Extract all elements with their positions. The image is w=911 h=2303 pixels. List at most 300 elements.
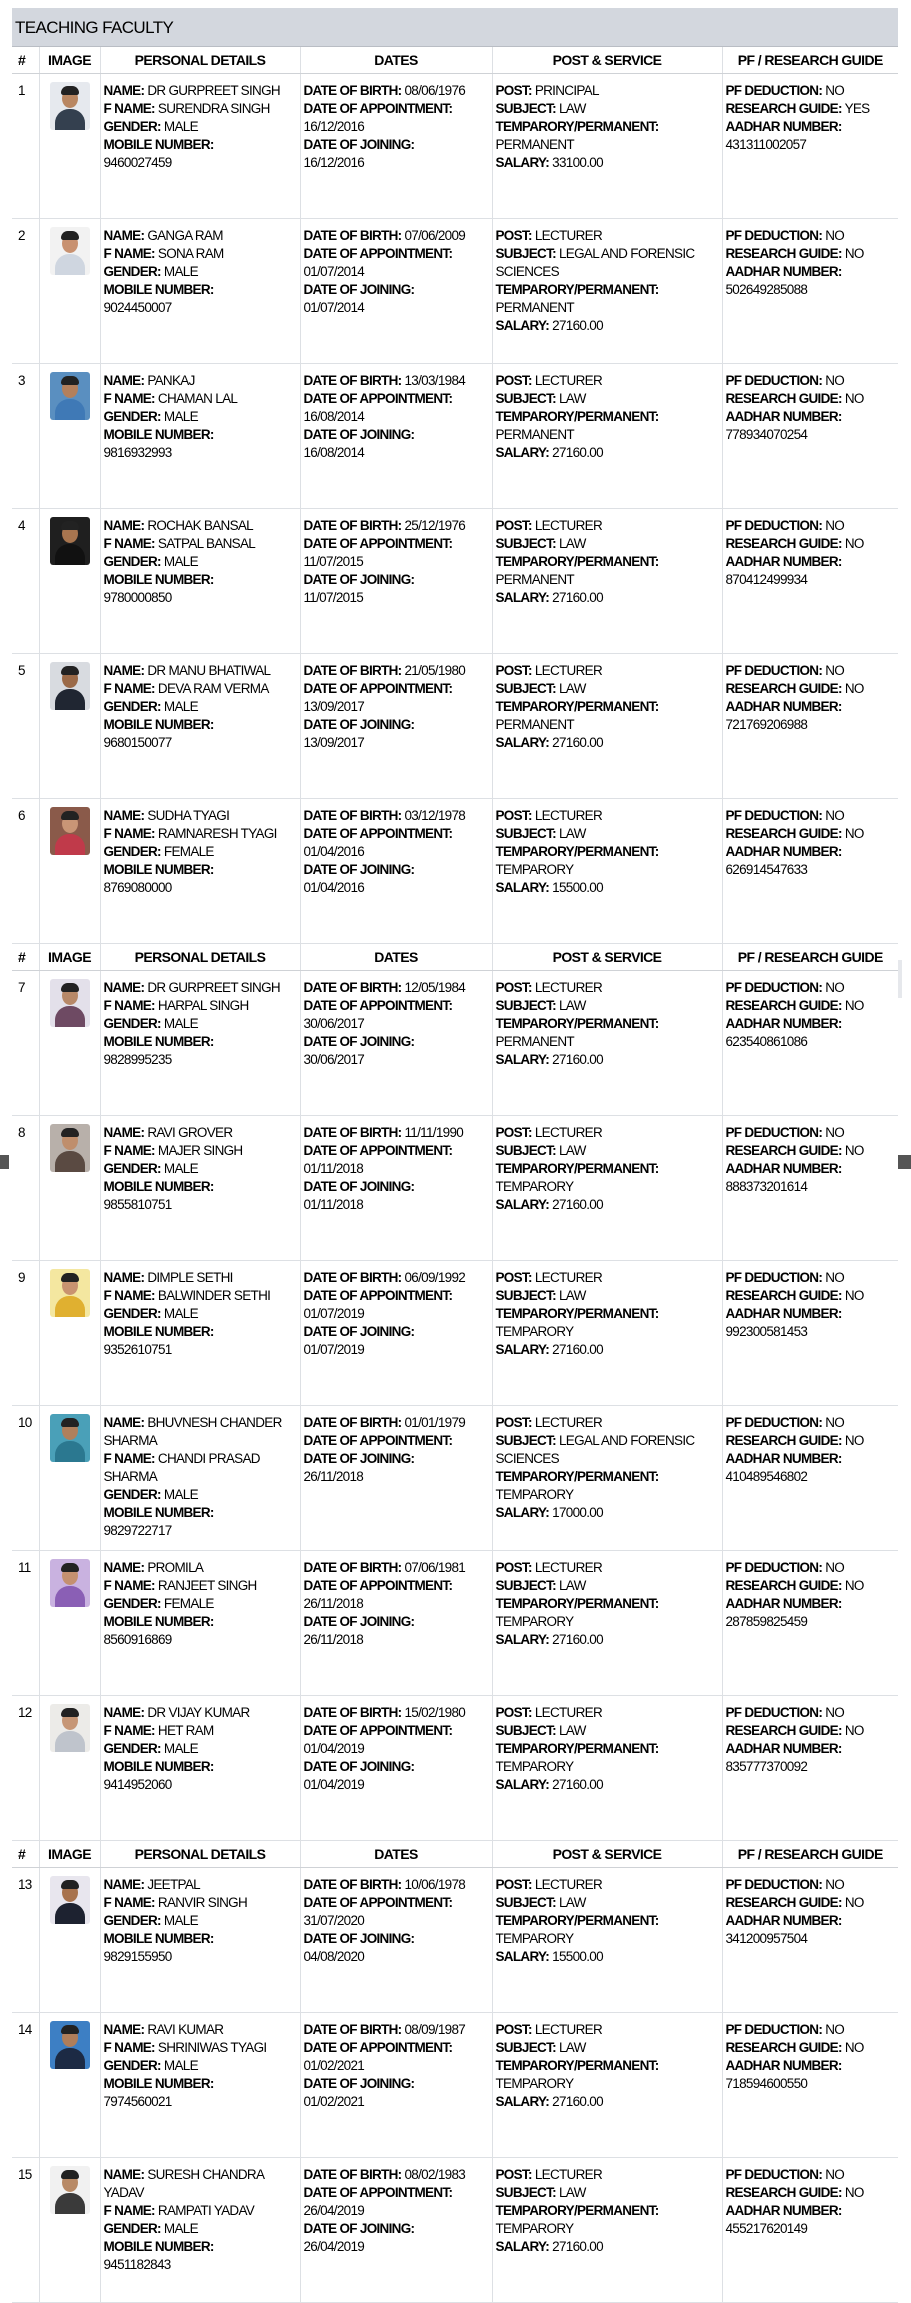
subject-label: SUBJECT: [495, 681, 556, 696]
pf-research-cell [722, 1696, 898, 1841]
research-guide-label: RESEARCH GUIDE: [725, 826, 842, 841]
image-cell [39, 1261, 100, 1406]
date-of-joining-value: 13/09/2017 [303, 735, 365, 750]
name-value: DR MANU BHATIWAL [147, 663, 271, 678]
gender-label: GENDER: [103, 1016, 161, 1031]
date-of-joining-value: 16/08/2014 [303, 445, 365, 460]
research-guide-label: RESEARCH GUIDE: [725, 1288, 842, 1303]
post-service-cell [492, 1868, 722, 2013]
date-of-birth-line [304, 979, 489, 997]
name-value: DIMPLE SETHI [147, 1270, 233, 1285]
gender-value: MALE [163, 409, 198, 424]
date-of-birth-value: 11/11/1990 [404, 1125, 464, 1140]
aadhar-value: 718594600550 [725, 2076, 808, 2091]
post-label: POST: [495, 980, 532, 995]
name-label: NAME: [103, 83, 145, 98]
subject-line [496, 535, 719, 553]
employment-type-label: TEMPARORY/PERMANENT: [495, 1161, 659, 1176]
date-of-joining-label: DATE OF JOINING: [303, 2076, 415, 2091]
employment-type-value: PERMANENT [495, 1034, 574, 1049]
post-line [496, 1704, 719, 1722]
aadhar-value: 502649285088 [725, 282, 808, 297]
gender-line [104, 1305, 297, 1323]
row-number: 15 [12, 2158, 39, 2303]
research-guide-value: NO [844, 536, 864, 551]
date-of-joining-label: DATE OF JOINING: [303, 572, 415, 587]
pf-deduction-value: NO [825, 83, 845, 98]
faculty-photo [50, 1876, 90, 1924]
post-service-cell [492, 219, 722, 364]
pf-deduction-value: NO [825, 1705, 845, 1720]
post-label: POST: [495, 1415, 532, 1430]
mobile-value: 9414952060 [103, 1777, 172, 1792]
subject-label: SUBJECT: [495, 391, 556, 406]
aadhar-value: 835777370092 [725, 1759, 808, 1774]
mobile-value: 9829155950 [103, 1949, 172, 1964]
faculty-row [12, 1868, 898, 2013]
subject-line [496, 2039, 719, 2057]
personal-details-cell [100, 219, 300, 364]
research-guide-label: RESEARCH GUIDE: [725, 246, 842, 261]
date-of-birth-line [304, 1124, 489, 1142]
subject-value: LAW [558, 998, 586, 1013]
right-edge-handle[interactable] [898, 1155, 911, 1169]
research-guide-value: NO [844, 391, 864, 406]
personal-details-cell [100, 2013, 300, 2158]
gender-label: GENDER: [103, 699, 161, 714]
name-line [104, 662, 297, 680]
name-line [104, 1414, 297, 1450]
post-service-cell [492, 971, 722, 1116]
date-of-birth-line [304, 82, 489, 100]
research-guide-label: RESEARCH GUIDE: [725, 2040, 842, 2055]
date-of-appointment-label: DATE OF APPOINTMENT: [303, 681, 453, 696]
date-of-birth-line [304, 1559, 489, 1577]
post-service-cell [492, 2158, 722, 2303]
faculty-row [12, 799, 898, 944]
research-guide-line [726, 1894, 896, 1912]
name-line [104, 2166, 297, 2202]
post-service-cell [492, 1116, 722, 1261]
pf-deduction-value: NO [825, 1877, 845, 1892]
column-header: PERSONAL DETAILS [100, 47, 300, 74]
pf-deduction-label: PF DEDUCTION: [725, 83, 823, 98]
employment-type-value: PERMANENT [495, 717, 574, 732]
name-label: NAME: [103, 1877, 145, 1892]
subject-value: LAW [558, 1288, 586, 1303]
left-edge-handle[interactable] [0, 1155, 9, 1169]
subject-line [496, 2184, 719, 2202]
date-of-birth-line [304, 807, 489, 825]
pf-research-cell [722, 2158, 898, 2303]
dates-cell [300, 2158, 492, 2303]
gender-line [104, 698, 297, 716]
gender-line [104, 1486, 297, 1504]
pf-deduction-value: NO [825, 663, 845, 678]
subject-value: LAW [558, 1895, 586, 1910]
post-label: POST: [495, 1560, 532, 1575]
gender-value: MALE [163, 1913, 198, 1928]
gender-label: GENDER: [103, 2058, 161, 2073]
employment-type-label: TEMPARORY/PERMANENT: [495, 1913, 659, 1928]
post-line [496, 979, 719, 997]
date-of-birth-value: 06/09/1992 [404, 1270, 466, 1285]
subject-label: SUBJECT: [495, 1723, 556, 1738]
date-of-joining-label: DATE OF JOINING: [303, 1931, 415, 1946]
employment-type-value: TEMPARORY [495, 862, 574, 877]
post-service-cell [492, 364, 722, 509]
father-name-value: SATPAL BANSAL [157, 536, 256, 551]
pf-deduction-label: PF DEDUCTION: [725, 1560, 823, 1575]
employment-type-label: TEMPARORY/PERMANENT: [495, 1741, 659, 1756]
salary-label: SALARY: [495, 1052, 550, 1067]
father-name-label: F NAME: [103, 998, 155, 1013]
gender-line [104, 1595, 297, 1613]
father-name-label: F NAME: [103, 2203, 155, 2218]
pf-deduction-value: NO [825, 1415, 845, 1430]
employment-type-value: TEMPARORY [495, 1759, 574, 1774]
subject-label: SUBJECT: [495, 1895, 556, 1910]
pf-deduction-line [726, 1704, 896, 1722]
salary-value: 17000.00 [552, 1505, 603, 1520]
father-name-line [104, 1894, 297, 1912]
salary-line [496, 2093, 719, 2111]
name-value: SURESH CHANDRA YADAV [103, 2167, 264, 2200]
faculty-photo [50, 82, 90, 130]
gender-label: GENDER: [103, 2221, 161, 2236]
dates-cell [300, 219, 492, 364]
aadhar-value: 992300581453 [725, 1324, 808, 1339]
aadhar-label: AADHAR NUMBER: [725, 699, 842, 714]
faculty-photo [50, 2021, 90, 2069]
father-name-value: CHANDI PRASAD SHARMA [103, 1451, 260, 1484]
date-of-joining-value: 30/06/2017 [303, 1052, 365, 1067]
subject-value: LEGAL AND FORENSIC SCIENCES [495, 246, 695, 279]
row-number: 6 [12, 799, 39, 944]
date-of-birth-line [304, 1414, 489, 1432]
date-of-joining-label: DATE OF JOINING: [303, 1179, 415, 1194]
father-name-label: F NAME: [103, 1895, 155, 1910]
post-value: LECTURER [534, 2167, 602, 2182]
mobile-value: 9024450007 [103, 300, 172, 315]
pf-research-cell [722, 799, 898, 944]
mobile-value: 7974560021 [103, 2094, 172, 2109]
row-number: 8 [12, 1116, 39, 1261]
image-cell [39, 1868, 100, 2013]
aadhar-value: 431311002057 [725, 137, 807, 152]
dates-cell [300, 74, 492, 219]
dates-cell [300, 1261, 492, 1406]
father-name-label: F NAME: [103, 2040, 155, 2055]
mobile-label: MOBILE NUMBER: [103, 572, 214, 587]
subject-label: SUBJECT: [495, 998, 556, 1013]
gender-value: MALE [163, 1741, 198, 1756]
subject-line [496, 997, 719, 1015]
dates-cell [300, 971, 492, 1116]
scroll-marker[interactable] [898, 960, 902, 998]
salary-label: SALARY: [495, 1197, 550, 1212]
mobile-value: 9780000850 [103, 590, 172, 605]
gender-value: MALE [163, 699, 198, 714]
date-of-appointment-label: DATE OF APPOINTMENT: [303, 1143, 453, 1158]
mobile-label: MOBILE NUMBER: [103, 282, 214, 297]
aadhar-label: AADHAR NUMBER: [725, 2058, 842, 2073]
gender-value: MALE [163, 2058, 198, 2073]
post-value: LECTURER [534, 373, 602, 388]
personal-details-cell [100, 364, 300, 509]
research-guide-value: NO [844, 1723, 864, 1738]
mobile-value: 8769080000 [103, 880, 172, 895]
salary-label: SALARY: [495, 155, 550, 170]
post-label: POST: [495, 1125, 532, 1140]
faculty-photo [50, 227, 90, 275]
salary-label: SALARY: [495, 1632, 550, 1647]
post-label: POST: [495, 228, 532, 243]
post-label: POST: [495, 518, 532, 533]
post-line [496, 517, 719, 535]
research-guide-value: NO [844, 1895, 864, 1910]
subject-line [496, 1287, 719, 1305]
gender-value: MALE [163, 1306, 198, 1321]
name-label: NAME: [103, 1270, 145, 1285]
gender-value: MALE [163, 1161, 198, 1176]
gender-label: GENDER: [103, 1913, 161, 1928]
row-number: 12 [12, 1696, 39, 1841]
personal-details-cell [100, 1551, 300, 1696]
salary-line [496, 2238, 719, 2256]
date-of-appointment-label: DATE OF APPOINTMENT: [303, 998, 453, 1013]
date-of-appointment-label: DATE OF APPOINTMENT: [303, 1578, 453, 1593]
section-title: TEACHING FACULTY [12, 8, 898, 47]
row-number: 7 [12, 971, 39, 1116]
research-guide-line [726, 535, 896, 553]
employment-type-value: PERMANENT [495, 137, 574, 152]
father-name-line [104, 825, 297, 843]
gender-label: GENDER: [103, 1741, 161, 1756]
post-line [496, 1269, 719, 1287]
column-header: IMAGE [39, 1841, 100, 1868]
post-line [496, 2166, 719, 2184]
row-number: 13 [12, 1868, 39, 2013]
pf-deduction-line [726, 662, 896, 680]
date-of-birth-line [304, 662, 489, 680]
post-service-cell [492, 1696, 722, 1841]
aadhar-label: AADHAR NUMBER: [725, 1596, 842, 1611]
aadhar-value: 410489546802 [725, 1469, 808, 1484]
post-label: POST: [495, 1877, 532, 1892]
employment-type-label: TEMPARORY/PERMANENT: [495, 554, 659, 569]
salary-value: 15500.00 [552, 1949, 603, 1964]
subject-value: LEGAL AND FORENSIC SCIENCES [495, 1433, 695, 1466]
faculty-photo [50, 1559, 90, 1607]
aadhar-label: AADHAR NUMBER: [725, 1161, 842, 1176]
employment-type-value: TEMPARORY [495, 1614, 574, 1629]
row-number: 4 [12, 509, 39, 654]
research-guide-label: RESEARCH GUIDE: [725, 998, 842, 1013]
subject-label: SUBJECT: [495, 2040, 556, 2055]
post-value: LECTURER [534, 980, 602, 995]
personal-details-cell [100, 1261, 300, 1406]
father-name-value: RAMPATI YADAV [157, 2203, 255, 2218]
father-name-line [104, 1722, 297, 1740]
date-of-birth-label: DATE OF BIRTH: [303, 1415, 402, 1430]
father-name-line [104, 535, 297, 553]
salary-line [496, 317, 719, 335]
mobile-label: MOBILE NUMBER: [103, 427, 214, 442]
salary-label: SALARY: [495, 1342, 550, 1357]
salary-label: SALARY: [495, 1505, 550, 1520]
father-name-value: CHAMAN LAL [157, 391, 238, 406]
date-of-appointment-value: 11/07/2015 [303, 554, 364, 569]
post-value: LECTURER [534, 1560, 602, 1575]
mobile-value: 9829722717 [103, 1523, 172, 1538]
father-name-line [104, 390, 297, 408]
subject-label: SUBJECT: [495, 1288, 556, 1303]
name-line [104, 1559, 297, 1577]
post-service-cell [492, 509, 722, 654]
aadhar-label: AADHAR NUMBER: [725, 264, 842, 279]
employment-type-label: TEMPARORY/PERMANENT: [495, 1596, 659, 1611]
research-guide-value: NO [844, 1288, 864, 1303]
post-label: POST: [495, 1270, 532, 1285]
research-guide-value: NO [844, 998, 864, 1013]
date-of-appointment-label: DATE OF APPOINTMENT: [303, 1288, 453, 1303]
father-name-label: F NAME: [103, 1143, 155, 1158]
date-of-joining-label: DATE OF JOINING: [303, 282, 415, 297]
date-of-appointment-label: DATE OF APPOINTMENT: [303, 826, 453, 841]
post-value: LECTURER [534, 518, 602, 533]
employment-type-label: TEMPARORY/PERMANENT: [495, 1016, 659, 1031]
pf-research-cell [722, 1406, 898, 1551]
faculty-row [12, 1696, 898, 1841]
pf-deduction-line [726, 517, 896, 535]
salary-label: SALARY: [495, 880, 550, 895]
image-cell [39, 1116, 100, 1261]
faculty-photo [50, 1704, 90, 1752]
subject-line [496, 100, 719, 118]
salary-value: 15500.00 [552, 880, 603, 895]
date-of-birth-label: DATE OF BIRTH: [303, 83, 402, 98]
name-label: NAME: [103, 228, 145, 243]
research-guide-value: NO [844, 1143, 864, 1158]
salary-line [496, 1341, 719, 1359]
date-of-birth-value: 08/02/1983 [404, 2167, 466, 2182]
mobile-label: MOBILE NUMBER: [103, 1931, 214, 1946]
personal-details-cell [100, 1406, 300, 1551]
post-label: POST: [495, 2022, 532, 2037]
faculty-row [12, 509, 898, 654]
gender-value: MALE [163, 264, 198, 279]
subject-value: LAW [558, 536, 586, 551]
salary-label: SALARY: [495, 1777, 550, 1792]
date-of-birth-line [304, 2166, 489, 2184]
faculty-photo [50, 372, 90, 420]
post-service-cell [492, 799, 722, 944]
father-name-label: F NAME: [103, 391, 155, 406]
name-line [104, 1124, 297, 1142]
mobile-label: MOBILE NUMBER: [103, 137, 214, 152]
salary-line [496, 1051, 719, 1069]
research-guide-label: RESEARCH GUIDE: [725, 391, 842, 406]
salary-value: 27160.00 [552, 2239, 603, 2254]
aadhar-label: AADHAR NUMBER: [725, 1741, 842, 1756]
research-guide-line [726, 997, 896, 1015]
research-guide-line [726, 1432, 896, 1450]
column-header: IMAGE [39, 944, 100, 971]
post-service-cell [492, 2013, 722, 2158]
father-name-line [104, 1287, 297, 1305]
salary-label: SALARY: [495, 445, 550, 460]
employment-type-label: TEMPARORY/PERMANENT: [495, 1469, 659, 1484]
faculty-photo [50, 517, 90, 565]
name-value: DR VIJAY KUMAR [147, 1705, 250, 1720]
row-number: 10 [12, 1406, 39, 1551]
subject-label: SUBJECT: [495, 246, 556, 261]
faculty-row [12, 1406, 898, 1551]
pf-deduction-label: PF DEDUCTION: [725, 1415, 823, 1430]
mobile-label: MOBILE NUMBER: [103, 1614, 214, 1629]
subject-value: LAW [558, 2185, 586, 2200]
dates-cell [300, 799, 492, 944]
date-of-birth-value: 21/05/1980 [404, 663, 466, 678]
image-cell [39, 1696, 100, 1841]
column-header: DATES [300, 1841, 492, 1868]
father-name-value: RANJEET SINGH [157, 1578, 257, 1593]
research-guide-line [726, 2039, 896, 2057]
personal-details-cell [100, 2158, 300, 2303]
name-line [104, 372, 297, 390]
date-of-birth-label: DATE OF BIRTH: [303, 1560, 402, 1575]
subject-label: SUBJECT: [495, 826, 556, 841]
faculty-photo [50, 2166, 90, 2214]
father-name-line [104, 245, 297, 263]
faculty-row [12, 654, 898, 799]
salary-value: 27160.00 [552, 1052, 603, 1067]
subject-value: LAW [558, 1723, 586, 1738]
dates-cell [300, 1116, 492, 1261]
pf-deduction-line [726, 807, 896, 825]
salary-line [496, 154, 719, 172]
date-of-birth-label: DATE OF BIRTH: [303, 1125, 402, 1140]
pf-deduction-value: NO [825, 518, 845, 533]
pf-research-cell [722, 971, 898, 1116]
salary-line [496, 589, 719, 607]
dates-cell [300, 1696, 492, 1841]
research-guide-label: RESEARCH GUIDE: [725, 1895, 842, 1910]
research-guide-label: RESEARCH GUIDE: [725, 1578, 842, 1593]
image-cell [39, 2013, 100, 2158]
aadhar-value: 778934070254 [725, 427, 808, 442]
father-name-value: HET RAM [157, 1723, 214, 1738]
date-of-joining-label: DATE OF JOINING: [303, 427, 415, 442]
father-name-label: F NAME: [103, 1578, 155, 1593]
employment-type-label: TEMPARORY/PERMANENT: [495, 1306, 659, 1321]
salary-label: SALARY: [495, 318, 550, 333]
salary-value: 27160.00 [552, 735, 603, 750]
salary-label: SALARY: [495, 590, 550, 605]
pf-deduction-value: NO [825, 1270, 845, 1285]
salary-line [496, 734, 719, 752]
gender-value: FEMALE [163, 844, 214, 859]
date-of-birth-line [304, 517, 489, 535]
name-line [104, 517, 297, 535]
faculty-row [12, 364, 898, 509]
column-header: PERSONAL DETAILS [100, 1841, 300, 1868]
name-line [104, 979, 297, 997]
research-guide-line [726, 1287, 896, 1305]
column-header: PF / RESEARCH GUIDE [722, 47, 898, 74]
mobile-label: MOBILE NUMBER: [103, 2076, 214, 2091]
